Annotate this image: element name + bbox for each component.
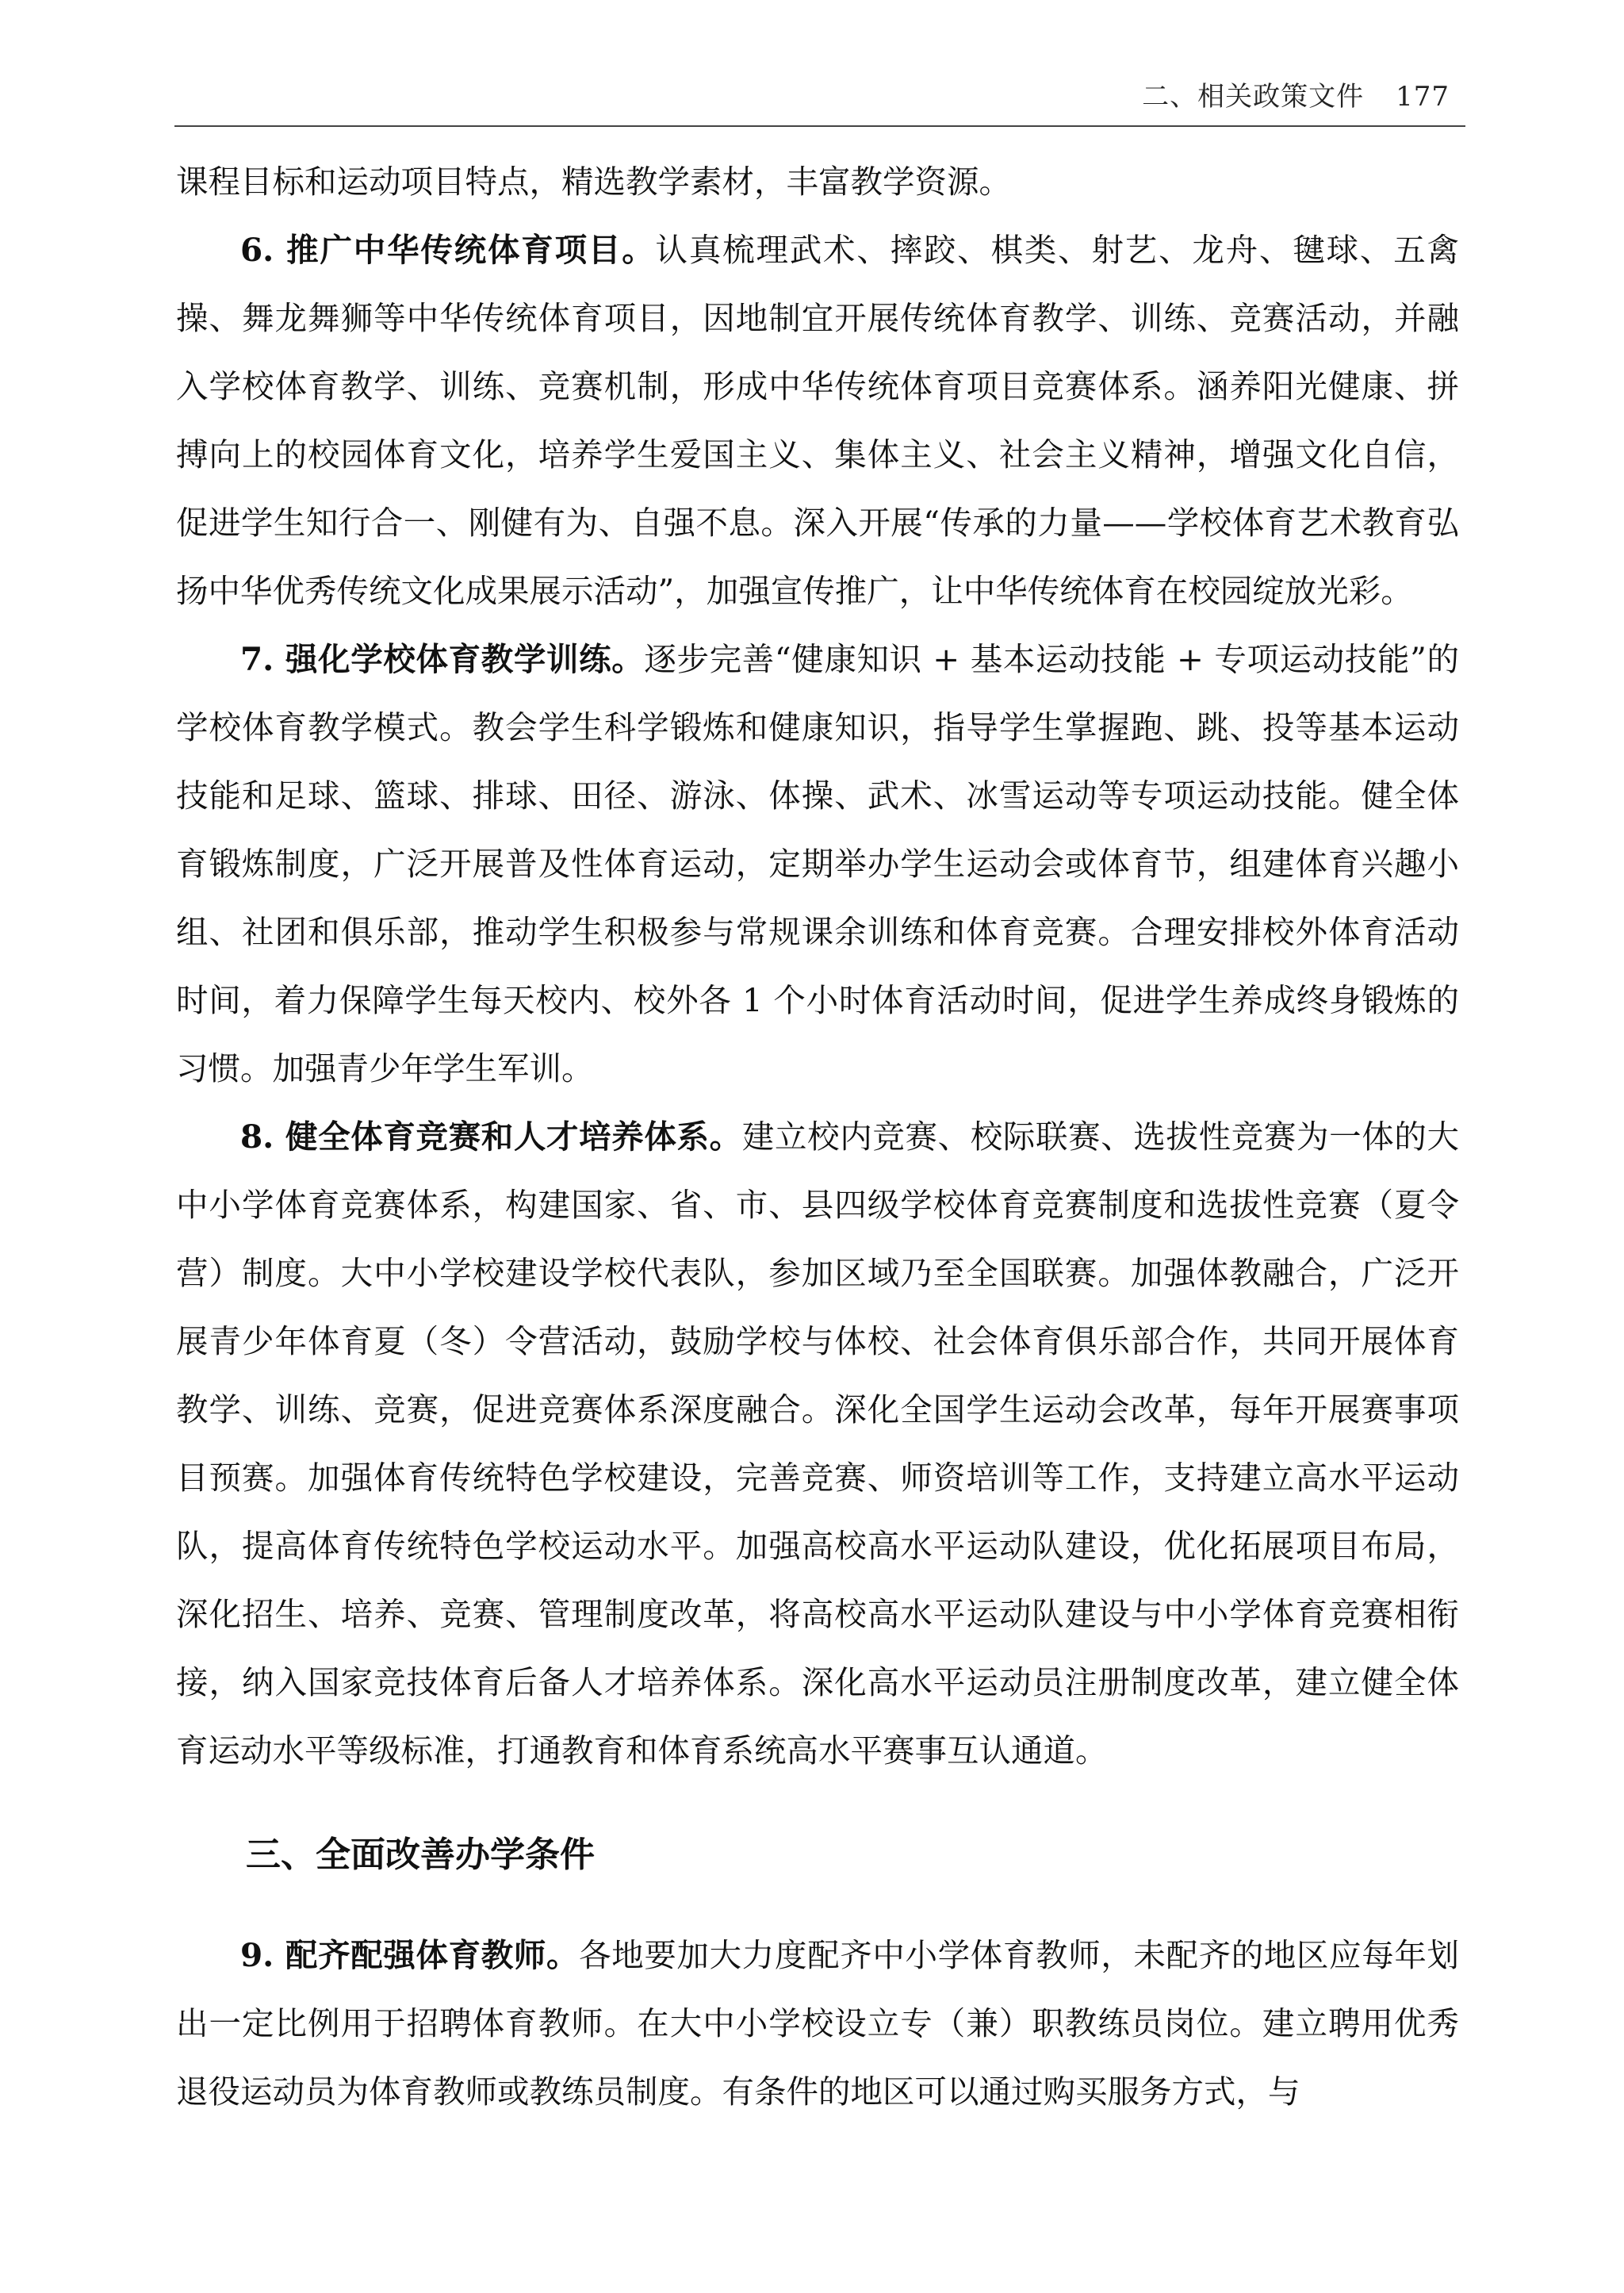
body-text <box>176 148 1459 2126</box>
item-6-heading: 6. 推广中华传统体育项目。 <box>240 231 656 269</box>
chapter-title: 二、相关政策文件 <box>1142 81 1365 113</box>
item-7-text: 逐步完善“健康知识 + 基本运动技能 + 专项运动技能”的学校体育教学模式。教会学生科学锻炼和健康知识，指导学生掌握跑、跳、投等基本运动技能和足球、篮球、排球、田径、游泳、体操、武术、冰雪运动等专项运动技能。健全体育锻炼制度，广泛开展普及性体育运动，定期举办学生运动会或体育节，组建体育兴趣小组、社团和俱乐部，推动学生积极参与常规课余训练和体育竞赛。合理安排校外体育活动时间，着力保障学生每天校内、校外各 1 个小时体育活动时间，促进学生养成终身锻炼的习惯。加强青少年学生军训。 <box>176 640 1459 1087</box>
continuation-paragraph: 课程目标和运动项目特点，精选教学素材，丰富教学资源。 <box>176 163 1011 201</box>
item-7-paragraph <box>176 625 1459 1102</box>
item-8-paragraph <box>176 1102 1459 1785</box>
item-6-text: 认真梳理武术、摔跤、棋类、射艺、龙舟、毽球、五禽操、舞龙舞狮等中华传统体育项目，因地制宜开展传统体育教学、训练、竞赛活动，并融入学校体育教学、训练、竞赛机制，形成中华传统体育项目竞赛体系。涵养阳光健康、拼搏向上的校园体育文化，培养学生爱国主义、集体主义、社会主义精神，增强文化自信，促进学生知行合一、刚健有为、自强不息。深入开展“传承的力量——学校体育艺术教育弘扬中华优秀传统文化成果展示活动”，加强宣传推广，让中华传统体育在校园绽放光彩。 <box>176 231 1460 610</box>
item-8-heading: 8. 健全体育竞赛和人才培养体系。 <box>240 1118 742 1156</box>
item-9-heading: 9. 配齐配强体育教师。 <box>240 1936 580 1974</box>
item-9-text: 各地要加大力度配齐中小学体育教师，未配齐的地区应每年划出一定比例用于招聘体育教师。在大中小学校设立专（兼）职教练员岗位。建立聘用优秀退役运动员为体育教师或教练员制度。有条件的地区可以通过购买服务方式，与 <box>176 1936 1459 2111</box>
header-rule <box>174 125 1465 127</box>
item-9-paragraph <box>176 1921 1459 2126</box>
running-head <box>1142 75 1450 113</box>
item-7-heading: 7. 强化学校体育教学训练。 <box>240 640 645 678</box>
item-6-paragraph <box>176 216 1459 625</box>
item-8-text: 建立校内竞赛、校际联赛、选拔性竞赛为一体的大中小学体育竞赛体系，构建国家、省、市、县四级学校体育竞赛制度和选拔性竞赛（夏令营）制度。大中小学校建设学校代表队，参加区域乃至全国联赛。加强体教融合，广泛开展青少年体育夏（冬）令营活动，鼓励学校与体校、社会体育俱乐部合作，共同开展体育教学、训练、竞赛，促进竞赛体系深度融合。深化全国学生运动会改革，每年开展赛事项目预赛。加强体育传统特色学校建设，完善竞赛、师资培训等工作，支持建立高水平运动队，提高体育传统特色学校运动水平。加强高校高水平运动队建设，优化拓展项目布局，深化招生、培养、竞赛、管理制度改革，将高校高水平运动队建设与中小学体育竞赛相衔接，纳入国家竞技体育后备人才培养体系。深化高水平运动员注册制度改革，建立健全体育运动水平等级标准，打通教育和体育系统高水平赛事互认通道。 <box>176 1118 1459 1770</box>
page-number: 177 <box>1396 81 1450 113</box>
section-heading: 三、全面改善办学条件 <box>246 1835 595 1875</box>
